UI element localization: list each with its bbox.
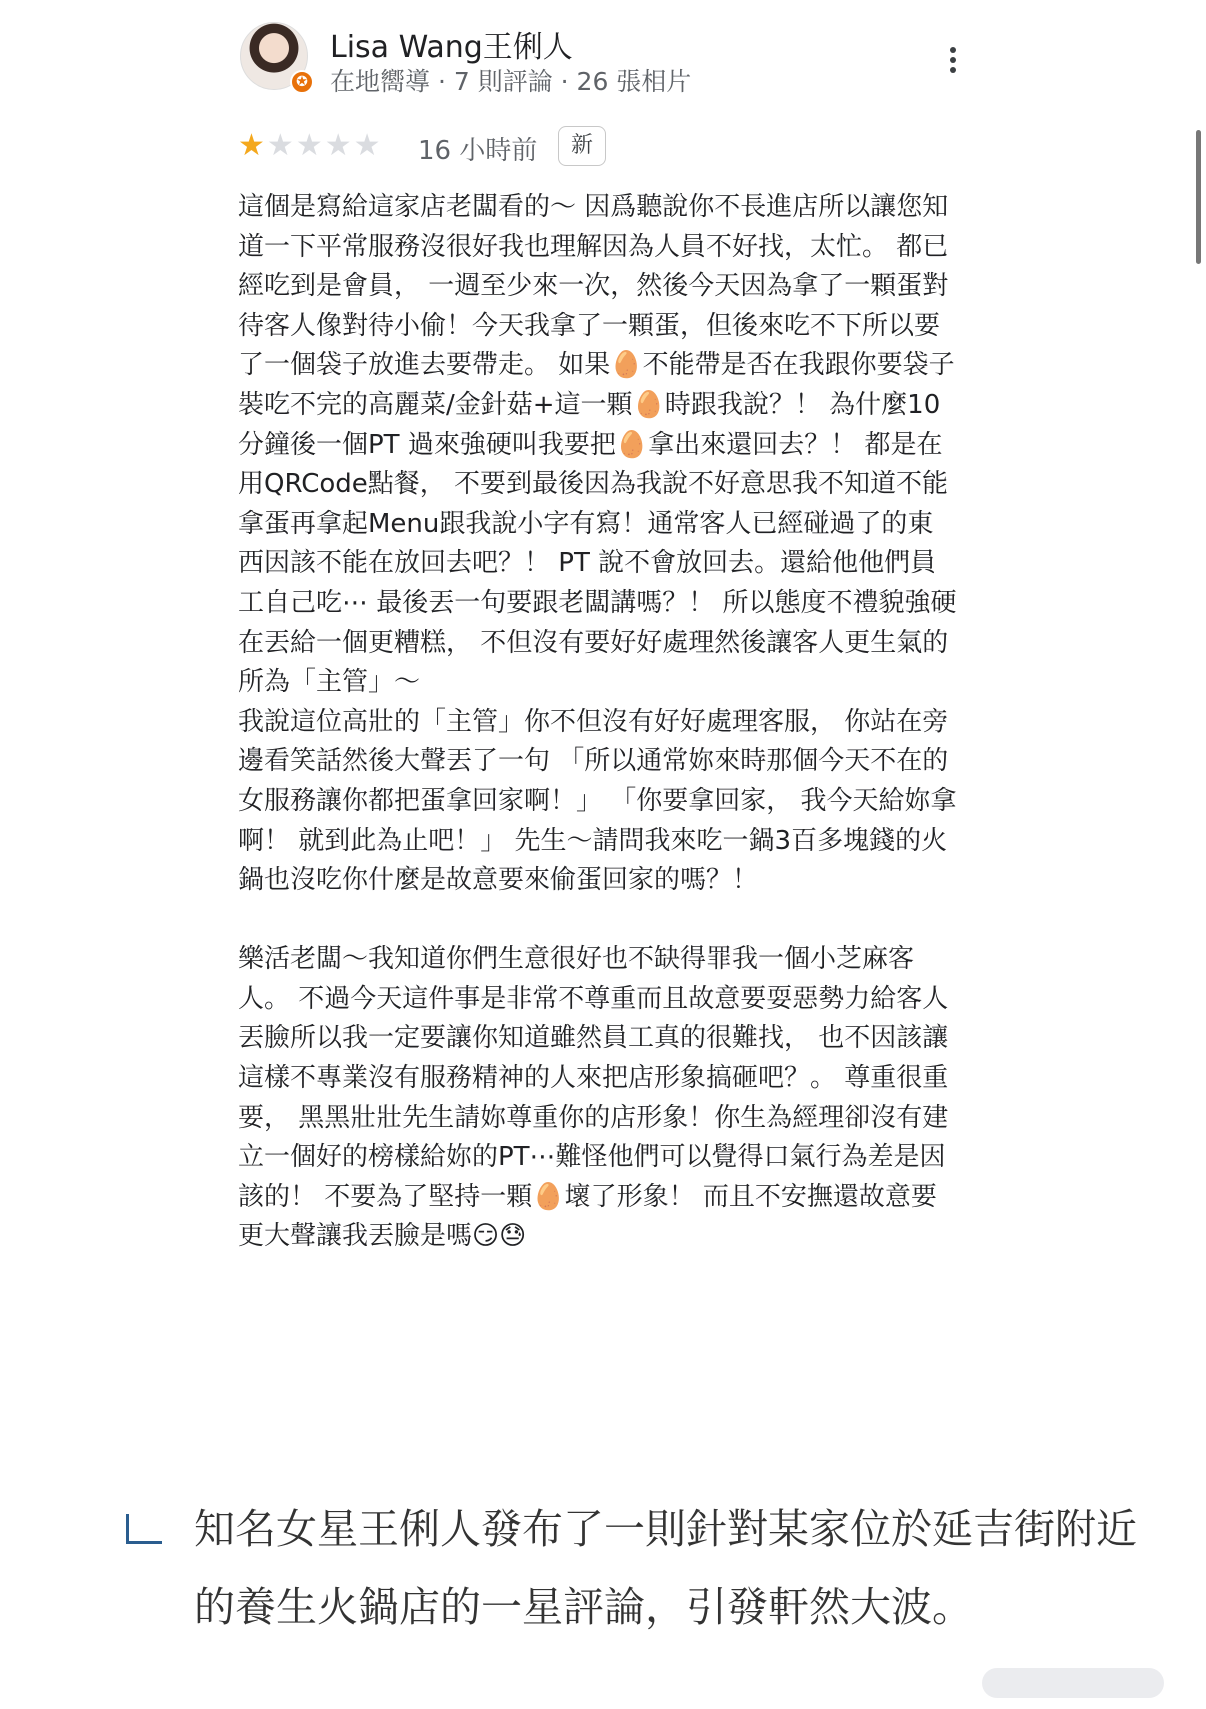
more-dot-icon [950, 47, 956, 53]
star-empty-icon: ★ [295, 128, 325, 163]
reviewer-header [238, 18, 978, 98]
review-paragraph: 這個是寫給這家店老闆看的～ 因爲聽說你不長進店所以讓您知道一下平常服務沒很好我也理解因為人員不好找，太忙。 都已經吃到是會員， 一週至少來一次，然後今天因為拿了一顆蛋對待客人像對待小偷！今天我拿了一顆蛋，但後來吃不下所以要了一個袋子放進去要帶走。 如果🥚不能帶是否在我跟你要袋子裝吃不完的高麗菜/金針菇+這一顆🥚時跟我說？！ 為什麼10分鐘後一個PT 過來強硬叫我要把🥚拿出來還回去？！ 都是在用QRCode點餐， 不要到最後因為我說不好意思我不知道不能拿蛋再拿起Menu跟我說小字有寫！通常客人已經碰過了的東西因該不能在放回去吧？！ PT 說不會放回去。還給他他們員工自己吃⋯ 最後丟一句要跟老闆講嗎？！ 所以態度不禮貌強硬在丟給一個更糟糕， 不但沒有要好好處理然後讓客人更生氣的所為「主管」～ [238, 192, 957, 698]
reviewer-meta: 在地嚮導 · 7 則評論 · 26 張相片 [330, 67, 692, 96]
reviewer-name[interactable]: Lisa Wang王俐人 [330, 30, 573, 65]
review-paragraph: 樂活老闆～我知道你們生意很好也不缺得罪我一個小芝麻客人。 不過今天這件事是非常不尊重而且故意要耍惡勢力給客人丟臉所以我一定要讓你知道雖然員工真的很難找， 也不因該讓這樣不專業沒有服務精神的人來把店形象搞砸吧？。 尊重很重要， 黑黑壯壯先生請妳尊重你的店形象！你生為經理卻沒有建立一個好的榜樣給妳的PT⋯難怪他們可以覺得口氣行為差是因該的！ 不要為了堅持一顆🥚壞了形象！ 而且不安撫還故意要更大聲讓我丟臉是嗎😏😓 [238, 944, 949, 1252]
rating-row [238, 126, 978, 176]
star-empty-icon: ★ [324, 128, 354, 163]
review-time: 16 小時前 [418, 136, 538, 166]
caption-bracket-icon [126, 1514, 162, 1544]
more-options-button[interactable] [938, 44, 968, 80]
scrollbar[interactable] [1196, 130, 1201, 264]
star-rating [238, 128, 383, 163]
more-dot-icon [950, 57, 956, 63]
star-empty-icon: ★ [266, 128, 296, 163]
star-filled-icon: ★ [238, 128, 267, 163]
more-dot-icon [950, 67, 956, 73]
paragraph-gap [238, 901, 958, 941]
local-guide-badge-icon: ✪ [290, 70, 314, 94]
star-empty-icon: ★ [353, 128, 383, 163]
new-badge: 新 [558, 126, 606, 166]
watermark [982, 1668, 1164, 1698]
review-paragraph: 我說這位高壯的「主管」你不但沒有好好處理客服， 你站在旁邊看笑話然後大聲丟了一句 「所以通常妳來時那個今天不在的女服務讓你都把蛋拿回家啊！」 「你要拿回家， 我今天給妳拿啊！ 就到此為止吧！」 先生～請問我來吃一鍋3百多塊錢的火鍋也沒吃你什麼是故意要來偷蛋回家的嗎？！ [238, 706, 957, 896]
review-body [238, 188, 958, 1257]
article-caption: 知名女星王俐人發布了一則針對某家位於延吉街附近的養生火鍋店的一星評論，引發軒然大波。 [194, 1505, 1137, 1631]
review-card [238, 18, 978, 1257]
